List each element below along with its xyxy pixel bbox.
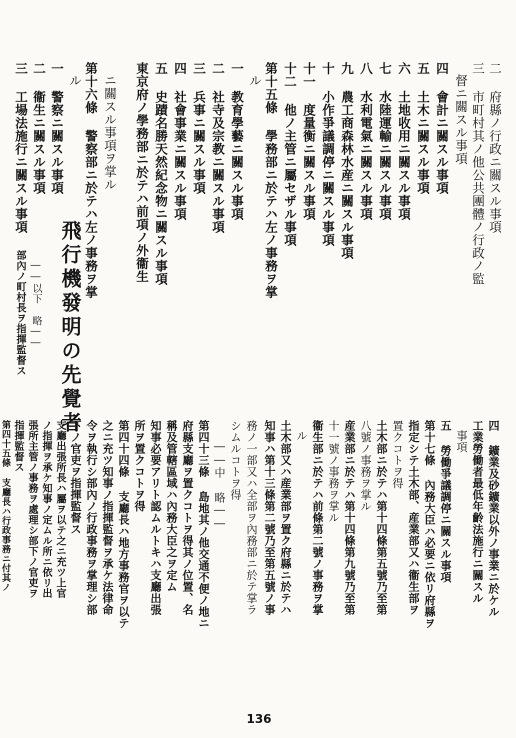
text-column: ル	[295, 430, 308, 442]
text-column: 知事必要アリト認ムルトキハ支廳出張	[149, 420, 162, 616]
text-column: 九 農工商森林水産ニ關スル事項	[339, 62, 355, 260]
text-column: 八 水利電氣ニ關スル事項	[358, 62, 374, 221]
omission-marker: ――以下 略――	[30, 260, 41, 349]
text-column: 第十六條 警察部ニ於テハ左ノ事務ヲ掌	[83, 62, 99, 299]
text-column: 事項	[455, 430, 468, 453]
text-column: 張所主管ノ事務ヲ處理シ部下ノ官吏ヲ	[26, 420, 37, 599]
text-column: 督ニ關スル事項	[453, 74, 469, 165]
text-column: 指揮監督ス	[12, 420, 23, 473]
text-column: 指定シテ土木部、産業部又ハ衞生部ヲ	[407, 420, 420, 616]
text-column: 二 社寺及宗教ニ關スル事項	[210, 62, 226, 234]
text-column: 十二 他ノ主管ニ屬セザル事項	[282, 62, 298, 247]
text-column: 第四十五條 支廳長ハ行政事務ニ付其ノ	[0, 420, 10, 592]
text-column: ル	[67, 74, 83, 87]
text-column: 三 工場法施行ニ關スル事項	[13, 62, 29, 234]
text-column: ル	[247, 74, 263, 87]
text-column: 置クコトヲ得	[391, 420, 404, 489]
text-column: 五 土木ニ關スル事項	[415, 62, 431, 195]
text-column: 務ノ一部又ハ全部ヲ內務部ニ於テ掌ラ	[245, 420, 258, 616]
text-column: 令ヲ執行シ部內ノ行政事務ヲ掌理シ部	[85, 420, 98, 616]
text-column: 四 鑛業及砂鑛業以外ノ事業ニ於ケル	[487, 420, 500, 618]
text-column: 四 社會事業ニ關スル事項	[172, 62, 188, 221]
text-column: 産業部ニ於テハ第十四條第九號乃至第	[343, 420, 356, 616]
text-column: 第十七條 內務大臣ハ必要ニ依リ府縣ヲ	[423, 420, 436, 629]
text-column: 第四十四條 支廳長ハ地方事務官ヲ以テ	[117, 420, 130, 629]
text-column: 一 教育學藝ニ關スル事項	[229, 62, 245, 221]
text-column: 土木部ニ於テハ第十四條第五號乃至第	[375, 420, 388, 616]
text-column: 五 史蹟名勝天然紀念物ニ關スル事項	[153, 62, 169, 286]
text-column: 五 勞働爭議調停ニ關スル事項	[439, 420, 452, 583]
text-column: ノ指揮ヲ承ケ知事ノ定ムル所ニ依リ出	[40, 420, 51, 599]
text-column: 知事ハ第十三條第二號乃至第五號ノ事	[263, 420, 276, 616]
text-column: 第四十三條 島地其ノ他交通不便ノ地ニ	[197, 420, 210, 629]
text-column: 部內ノ町村長ヲ指揮監督ス	[14, 250, 25, 376]
text-column: 工業勞働者最低年齡法施行ニ關スル	[471, 420, 484, 604]
text-column: 八號ノ事務ヲ掌ル	[359, 420, 372, 512]
text-column: 七 水陸運輸ニ關スル事項	[377, 62, 393, 221]
text-column: 下ノ官吏ヲ指揮監督ス	[69, 420, 82, 535]
text-column: 一 警察ニ關スル事項	[49, 62, 65, 195]
article-title: 飛行機發明の先覺者	[58, 220, 82, 436]
text-column: 四 會計ニ關スル事項	[434, 62, 450, 195]
text-column: 六 土地收用ニ關スル事項	[396, 62, 412, 221]
text-column: 三 市町村其ノ他公共團體ノ行政ノ監	[470, 62, 486, 286]
text-column: 土木部又ハ産業部ヲ置ク府縣ニ於テハ	[279, 420, 292, 616]
text-column: 三 兵事ニ關スル事項	[191, 62, 207, 195]
text-column: 二 衞生ニ關スル事項	[31, 62, 47, 195]
text-column: 二 府縣ノ行政ニ關スル事項	[487, 62, 503, 234]
text-column: 所ヲ置クコトヲ得	[133, 420, 146, 512]
text-column: 稱及管轄區域ハ內務大臣之ヲ定ム	[165, 420, 178, 593]
page-number: 136	[246, 712, 272, 726]
text-column: 衞生部ニ於テハ前條第二號ノ事務ヲ掌	[311, 420, 324, 616]
text-column: 十 小作爭議調停ニ關スル事項	[320, 62, 336, 247]
text-column: 府縣支廳ヲ置クコトヲ得其ノ位置、名	[181, 420, 194, 616]
text-column: 東京府ノ學務部ニ於テハ前項ノ外衞生	[134, 62, 150, 283]
text-column: 支廳出張所長ハ屬ヲ以テ之ニ充ツ上官	[54, 420, 65, 599]
text-column: 十一號ノ事務ヲ掌ル	[327, 420, 340, 524]
text-column: シムルコトヲ得	[229, 420, 242, 501]
omission-marker: ――中 略――	[213, 440, 226, 531]
text-column: 十一 度量衡ニ關スル事項	[301, 62, 317, 221]
text-column: 之ニ充ツ知事ノ指揮監督ヲ承ケ法律命	[101, 420, 114, 616]
text-column: ニ關スル事項ヲ掌ル	[102, 74, 118, 191]
text-column: 第十五條 學務部ニ於テハ左ノ事務ヲ掌	[263, 62, 279, 299]
